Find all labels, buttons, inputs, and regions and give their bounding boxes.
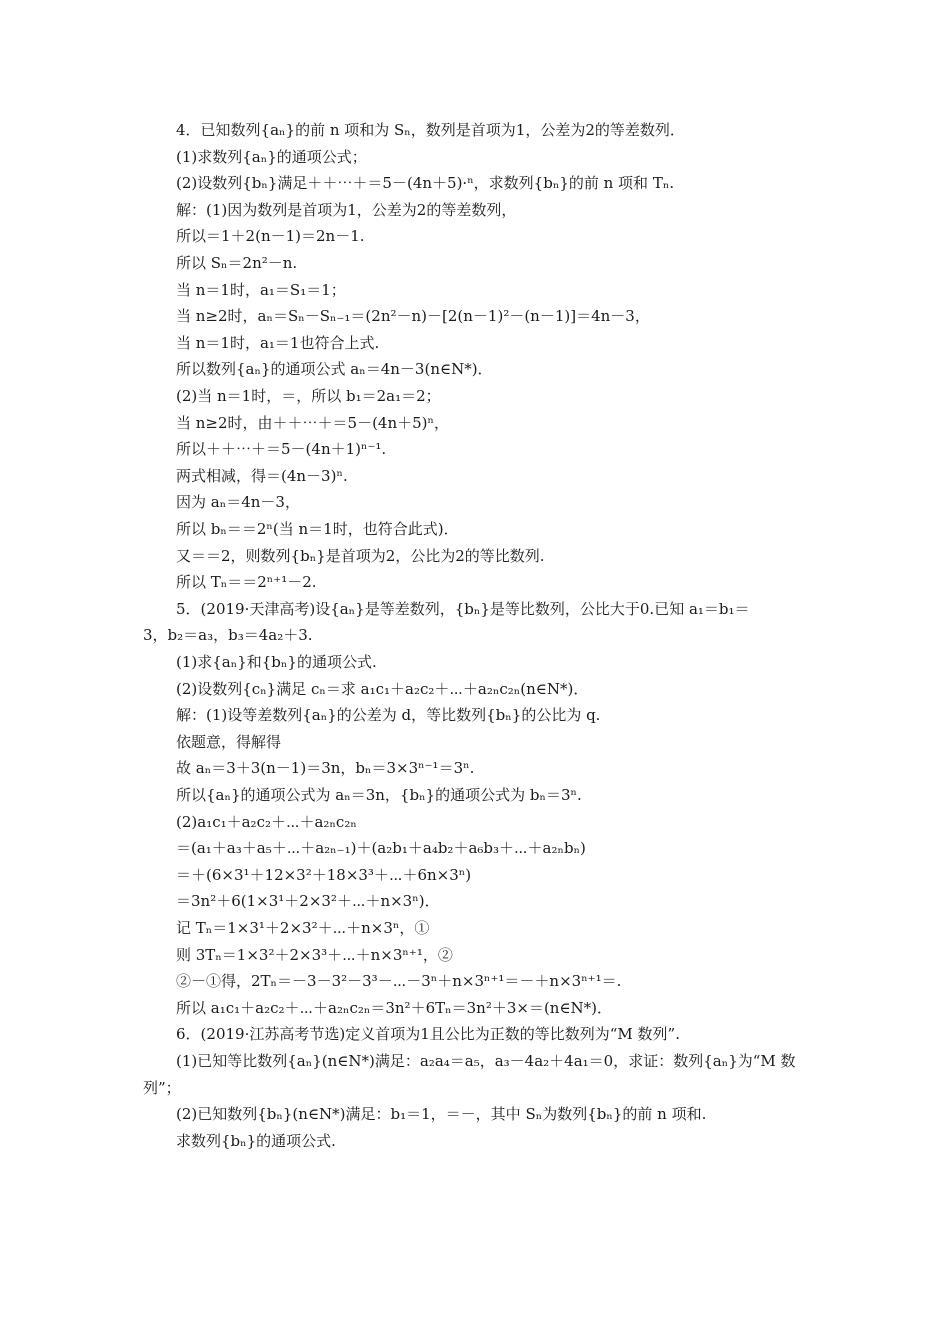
text-line: 因为 aₙ＝4n－3，: [176, 493, 300, 511]
text-line: 则 3Tₙ＝1×3²＋2×3³＋⋯＋n×3ⁿ⁺¹，②: [176, 946, 453, 964]
text-line: 解：(1)因为数列是首项为1，公差为2的等差数列，: [176, 201, 517, 219]
text-line: 当 n＝1时，a₁＝S₁＝1；: [176, 281, 346, 299]
text-line: 所以＝1＋2(n－1)＝2n－1.: [176, 227, 365, 245]
text-line: 当 n＝1时，a₁＝1也符合上式.: [176, 334, 380, 352]
text-line: 6．(2019·江苏高考节选)定义首项为1且公比为正数的等比数列为“M 数列”.: [176, 1025, 680, 1043]
text-line: (2)设数列{cₙ}满足 cₙ＝求 a₁c₁＋a₂c₂＋⋯＋a₂ₙc₂ₙ(n∈N*)．: [176, 680, 589, 698]
text-line: (2)设数列{bₙ}满足＋＋⋯＋＝5－(4n＋5)·ⁿ，求数列{bₙ}的前 n 项和 Tₙ.: [176, 174, 675, 192]
text-line: 所以 a₁c₁＋a₂c₂＋⋯＋a₂ₙc₂ₙ＝3n²＋6Tₙ＝3n²＋3×＝(n∈N*)．: [176, 999, 613, 1017]
text-line: ②－①得，2Tₙ＝－3－3²－3³－⋯－3ⁿ＋n×3ⁿ⁺¹＝－＋n×3ⁿ⁺¹＝.: [176, 972, 622, 990]
text-line: 当 n≥2时，由＋＋⋯＋＝5－(4n＋5)ⁿ，: [176, 414, 450, 432]
text-line: 故 aₙ＝3＋3(n－1)＝3n，bₙ＝3×3ⁿ⁻¹＝3ⁿ.: [176, 759, 475, 777]
text-line: 所以数列{aₙ}的通项公式 aₙ＝4n－3(n∈N*)．: [176, 360, 493, 378]
text-line: (2)当 n＝1时，＝，所以 b₁＝2a₁＝2；: [176, 387, 441, 405]
text-line: (1)已知等比数列{aₙ}(n∈N*)满足：a₂a₄＝a₅，a₃－4a₂＋4a₁＝0，求证：数列{aₙ}为“M 数: [176, 1052, 796, 1070]
text-line: 4．已知数列{aₙ}的前 n 项和为 Sₙ，数列是首项为1，公差为2的等差数列．: [176, 121, 685, 139]
text-line: 解：(1)设等差数列{aₙ}的公差为 d，等比数列{bₙ}的公比为 q.: [176, 706, 601, 724]
text-line: 所以 Sₙ＝2n²－n.: [176, 254, 298, 272]
text-line: 列”；: [143, 1079, 181, 1097]
text-line: 求数列{bₙ}的通项公式.: [176, 1132, 336, 1150]
text-line: (2)a₁c₁＋a₂c₂＋⋯＋a₂ₙc₂ₙ: [176, 813, 357, 831]
text-line: 3，b₂＝a₃，b₃＝4a₂＋3.: [143, 626, 313, 644]
text-line: 又＝＝2，则数列{bₙ}是首项为2，公比为2的等比数列.: [176, 547, 545, 565]
text-line: 所以 bₙ＝＝2ⁿ(当 n＝1时，也符合此式)．: [176, 520, 459, 538]
text-line: 当 n≥2时，aₙ＝Sₙ－Sₙ₋₁＝(2n²－n)－[2(n－1)²－(n－1)]＝4n－3，: [176, 307, 650, 325]
text-line: (1)求数列{aₙ}的通项公式；: [176, 148, 367, 166]
text-line: 记 Tₙ＝1×3¹＋2×3²＋⋯＋n×3ⁿ，①: [176, 919, 430, 937]
text-line: 5．(2019·天津高考)设{aₙ}是等差数列，{bₙ}是等比数列，公比大于0.已知 a₁＝b₁＝: [176, 600, 750, 618]
text-line: (1)求{aₙ}和{bₙ}的通项公式.: [176, 653, 377, 671]
text-line: (2)已知数列{bₙ}(n∈N*)满足：b₁＝1，＝－，其中 Sₙ为数列{bₙ}的前 n 项和.: [176, 1105, 707, 1123]
text-line: 两式相减，得＝(4n－3)ⁿ.: [176, 467, 348, 485]
text-line: 所以 Tₙ＝＝2ⁿ⁺¹－2.: [176, 573, 317, 591]
text-line: ＝3n²＋6(1×3¹＋2×3²＋⋯＋n×3ⁿ)．: [176, 892, 440, 910]
text-line: 所以＋＋⋯＋＝5－(4n＋1)ⁿ⁻¹.: [176, 440, 387, 458]
text-line: 依题意，得解得: [176, 733, 282, 751]
text-line: ＝＋(6×3¹＋12×3²＋18×3³＋⋯＋6n×3ⁿ): [176, 866, 472, 884]
text-line: ＝(a₁＋a₃＋a₅＋⋯＋a₂ₙ₋₁)＋(a₂b₁＋a₄b₂＋a₆b₃＋⋯＋a₂ₙbₙ): [176, 839, 586, 857]
text-line: 所以{aₙ}的通项公式为 aₙ＝3n，{bₙ}的通项公式为 bₙ＝3ⁿ.: [176, 786, 582, 804]
